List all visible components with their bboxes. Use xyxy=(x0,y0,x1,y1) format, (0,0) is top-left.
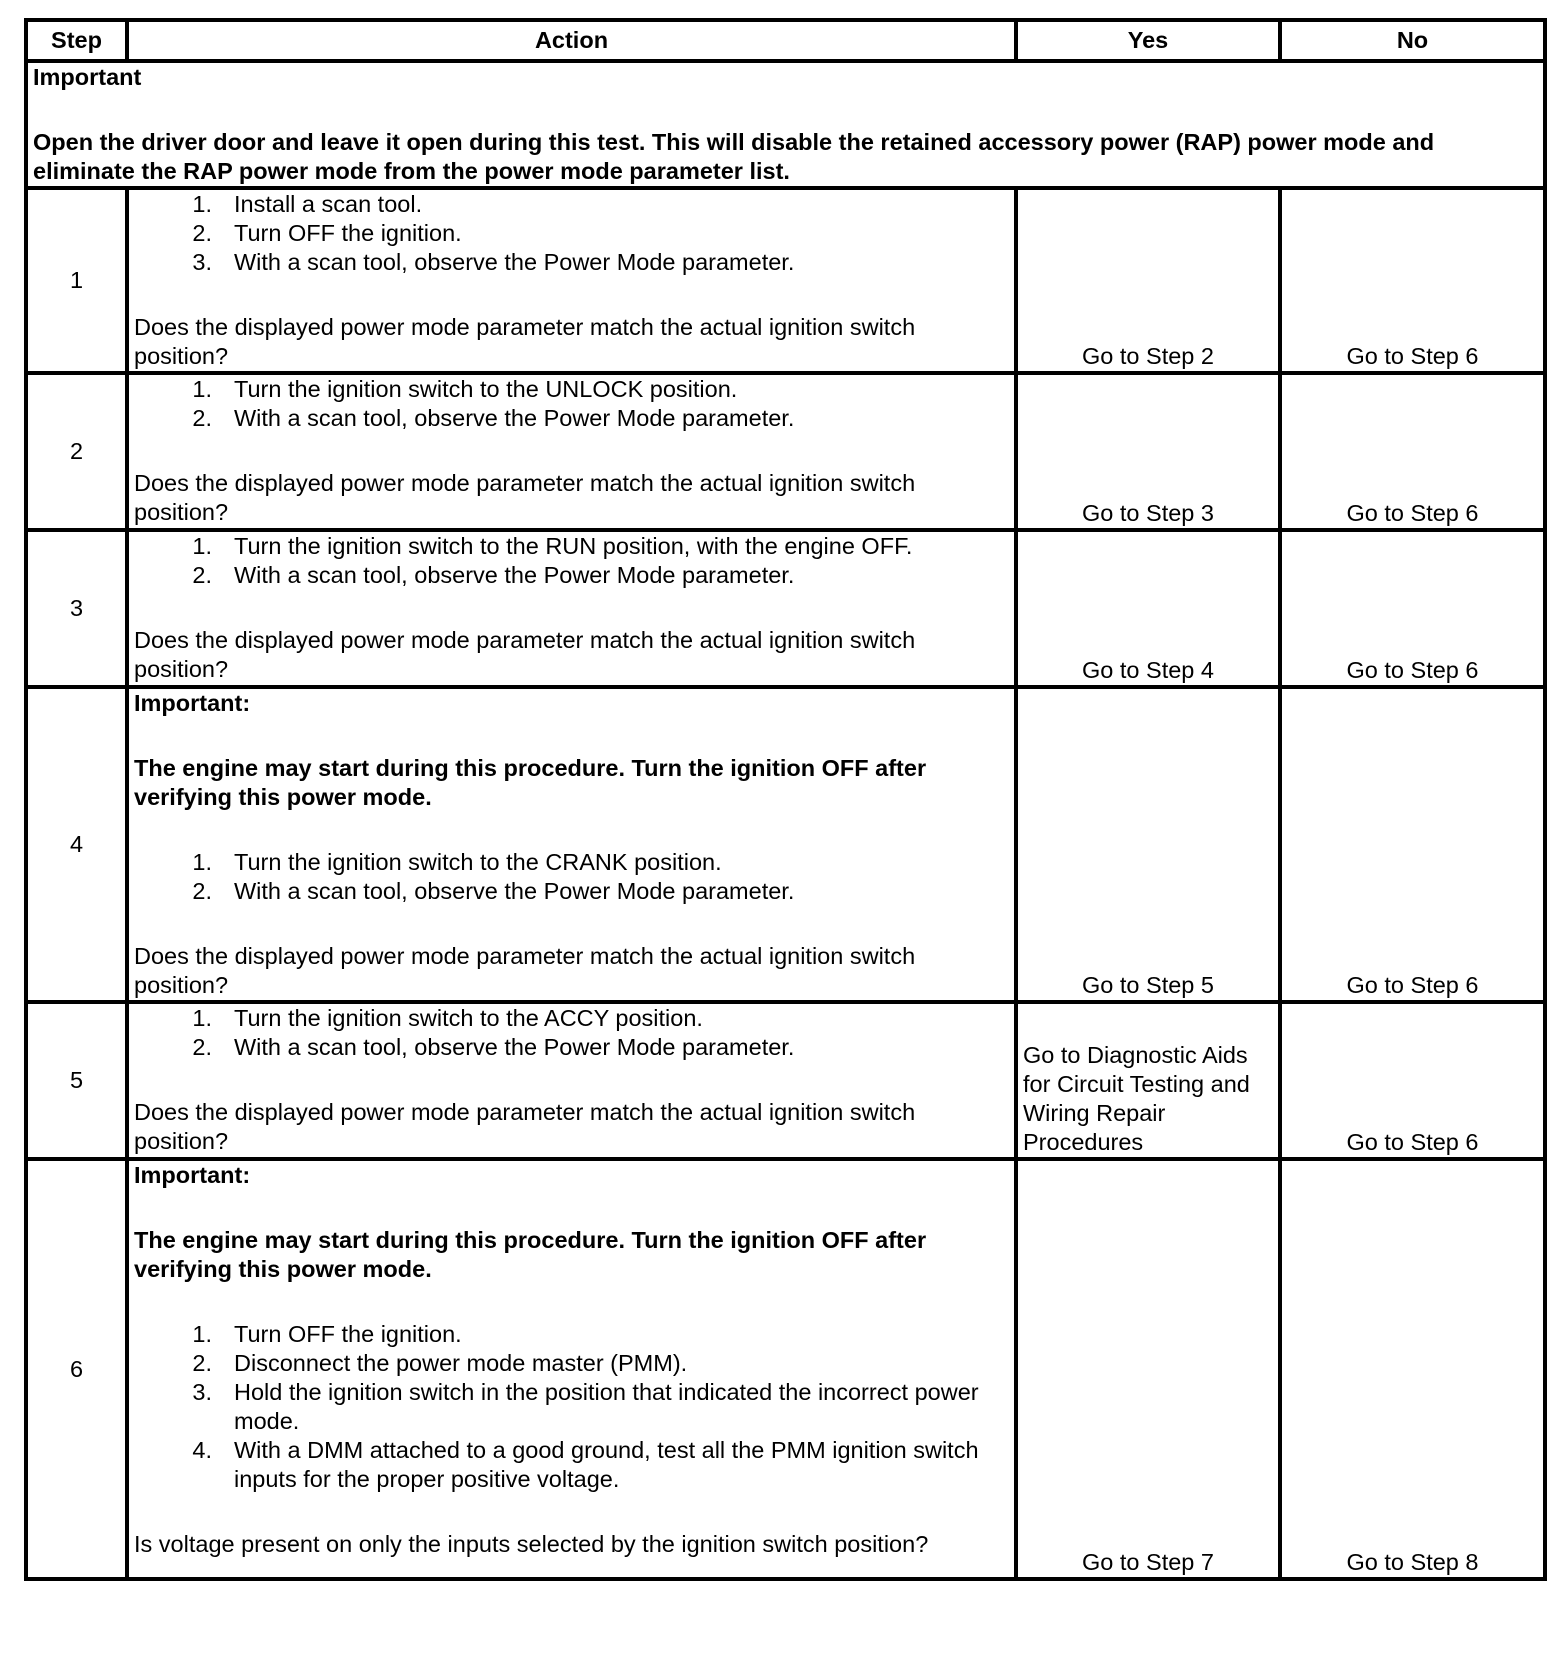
yes-result: Go to Step 7 xyxy=(1016,1159,1280,1579)
important-note xyxy=(26,61,1545,188)
action-step: 4. With a DMM attached to a good ground, test all the PMM ignition switch inputs for the proper positive voltage. xyxy=(192,1437,979,1492)
action-cell xyxy=(127,687,1016,1002)
action-question: Does the displayed power mode parameter match the actual ignition switch position? xyxy=(134,627,916,682)
header-no: No xyxy=(1280,20,1545,61)
action-question: Does the displayed power mode parameter match the actual ignition switch position? xyxy=(134,314,916,369)
action-steps-list xyxy=(134,1004,1009,1062)
header-row xyxy=(26,20,1545,61)
action-steps-list xyxy=(134,375,1009,433)
yes-result: Go to Step 2 xyxy=(1016,188,1280,373)
diagnostic-table xyxy=(24,18,1547,1581)
important-body: The engine may start during this procedure. Turn the ignition OFF after verifying this power mode. xyxy=(134,755,927,810)
step-number: 1 xyxy=(26,188,127,373)
important-note-row xyxy=(26,61,1545,188)
step-number: 2 xyxy=(26,373,127,530)
action-cell xyxy=(127,1159,1016,1579)
action-step: 1. Turn the ignition switch to the CRANK position. xyxy=(192,849,722,875)
table-row xyxy=(26,687,1545,1002)
table-row xyxy=(26,530,1545,687)
important-body: The engine may start during this procedure. Turn the ignition OFF after verifying this power mode. xyxy=(134,1227,927,1282)
action-step: 1. Turn OFF the ignition. xyxy=(192,1321,462,1347)
important-note-body: Open the driver door and leave it open during this test. This will disable the retained accessory power (RAP) power mode and eliminate the RAP power mode from the power mode parameter list. xyxy=(33,129,1435,184)
table-row xyxy=(26,1002,1545,1159)
table-row xyxy=(26,188,1545,373)
action-steps-list xyxy=(134,190,1009,277)
action-steps-list xyxy=(134,848,1009,906)
yes-result: Go to Diagnostic Aids for Circuit Testing and Wiring Repair Procedures xyxy=(1016,1002,1280,1159)
step-number: 5 xyxy=(26,1002,127,1159)
action-question: Is voltage present on only the inputs selected by the ignition switch position? xyxy=(134,1531,929,1557)
action-step: 2. With a scan tool, observe the Power Mode parameter. xyxy=(192,1034,795,1060)
action-step: 2. With a scan tool, observe the Power Mode parameter. xyxy=(192,878,795,904)
header-step: Step xyxy=(26,20,127,61)
action-step: 1. Install a scan tool. xyxy=(192,191,423,217)
no-result: Go to Step 6 xyxy=(1280,373,1545,530)
important-title: Important: xyxy=(134,1162,251,1188)
header-yes: Yes xyxy=(1016,20,1280,61)
yes-result: Go to Step 5 xyxy=(1016,687,1280,1002)
action-step: 2. Turn OFF the ignition. xyxy=(192,220,462,246)
action-question: Does the displayed power mode parameter match the actual ignition switch position? xyxy=(134,470,916,525)
yes-result: Go to Step 3 xyxy=(1016,373,1280,530)
step-number: 3 xyxy=(26,530,127,687)
action-question: Does the displayed power mode parameter match the actual ignition switch position? xyxy=(134,1099,916,1154)
action-step: 3. Hold the ignition switch in the position that indicated the incorrect power mode. xyxy=(192,1379,979,1434)
yes-result: Go to Step 4 xyxy=(1016,530,1280,687)
action-cell xyxy=(127,373,1016,530)
action-steps-list xyxy=(134,532,1009,590)
table-row xyxy=(26,373,1545,530)
no-result: Go to Step 8 xyxy=(1280,1159,1545,1579)
no-result: Go to Step 6 xyxy=(1280,530,1545,687)
action-cell xyxy=(127,188,1016,373)
action-step: 2. Disconnect the power mode master (PMM). xyxy=(192,1350,688,1376)
no-result: Go to Step 6 xyxy=(1280,188,1545,373)
action-cell xyxy=(127,1002,1016,1159)
action-step: 1. Turn the ignition switch to the RUN position, with the engine OFF. xyxy=(192,533,913,559)
step-number: 6 xyxy=(26,1159,127,1579)
action-step: 2. With a scan tool, observe the Power Mode parameter. xyxy=(192,405,795,431)
action-question: Does the displayed power mode parameter match the actual ignition switch position? xyxy=(134,943,916,998)
action-step: 1. Turn the ignition switch to the ACCY position. xyxy=(192,1005,703,1031)
action-step: 3. With a scan tool, observe the Power Mode parameter. xyxy=(192,249,795,275)
action-step: 1. Turn the ignition switch to the UNLOCK position. xyxy=(192,376,738,402)
no-result: Go to Step 6 xyxy=(1280,1002,1545,1159)
action-cell xyxy=(127,530,1016,687)
step-number: 4 xyxy=(26,687,127,1002)
important-note-title: Important xyxy=(33,64,142,90)
table-row xyxy=(26,1159,1545,1579)
important-title: Important: xyxy=(134,690,251,716)
header-action: Action xyxy=(127,20,1016,61)
action-step: 2. With a scan tool, observe the Power Mode parameter. xyxy=(192,562,795,588)
no-result: Go to Step 6 xyxy=(1280,687,1545,1002)
action-steps-list xyxy=(134,1320,1009,1494)
